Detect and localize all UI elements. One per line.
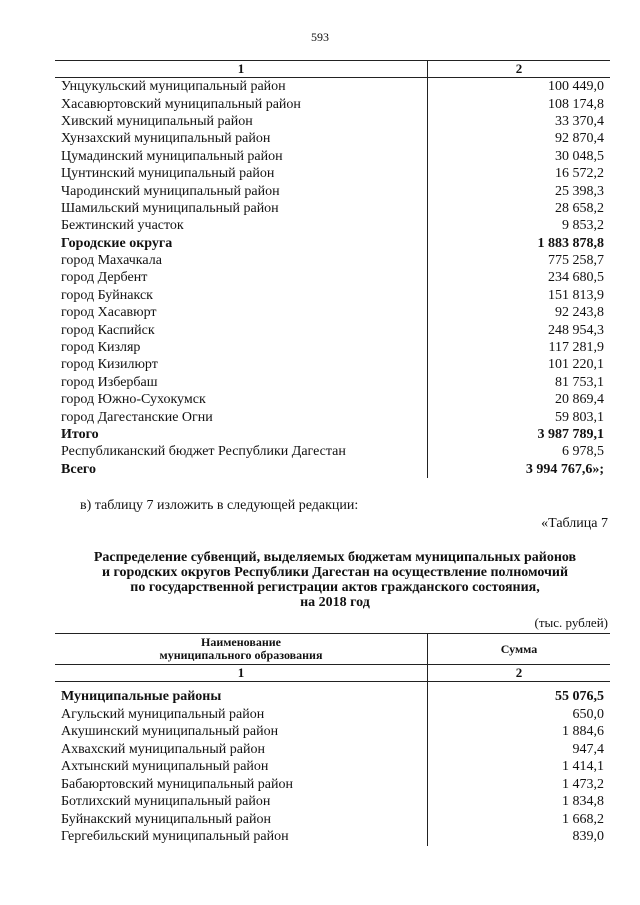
table-row [55, 688, 610, 706]
row-name: Городские округа [55, 235, 428, 252]
row-value: 59 803,1 [555, 409, 604, 425]
row-name: город Кизляр [55, 339, 428, 356]
row-name: Акушинский муниципальный район [55, 723, 428, 741]
row-value: 81 753,1 [555, 374, 604, 390]
row-name: Цумадинский муниципальный район [55, 148, 428, 165]
row-name: Ахтынский муниципальный район [55, 758, 428, 776]
table-row [55, 252, 610, 269]
row-name: Чародинский муниципальный район [55, 182, 428, 199]
row-value: 151 813,9 [548, 287, 604, 303]
row-value: 839,0 [572, 829, 604, 845]
row-name: город Кизилюрт [55, 356, 428, 373]
row-name: город Махачкала [55, 252, 428, 269]
row-name: Ахвахский муниципальный район [55, 741, 428, 759]
row-value: 234 680,5 [548, 270, 604, 286]
row-value: 28 658,2 [555, 200, 604, 216]
row-value: 33 370,4 [555, 113, 604, 129]
title-line: на 2018 год [300, 595, 370, 610]
row-value: 30 048,5 [555, 148, 604, 164]
table-row [55, 793, 610, 811]
table-row [55, 426, 610, 443]
row-name: Гергебильский муниципальный район [55, 828, 428, 846]
row-name: город Хасавюрт [55, 304, 428, 321]
row-name: Шамильский муниципальный район [55, 200, 428, 217]
column-header-1: 1 [55, 61, 428, 78]
table-row [55, 374, 610, 391]
table-row [55, 287, 610, 304]
row-value: 3 994 767,6»; [525, 461, 604, 477]
row-name: Цунтинский муниципальный район [55, 165, 428, 182]
table-row [55, 113, 610, 130]
row-value: 117 281,9 [548, 340, 604, 356]
row-value: 3 987 789,1 [537, 427, 604, 442]
column-title-name [55, 634, 428, 665]
title-line: и городских округов Республики Дагестан на осуществление полномочий [101, 565, 569, 580]
table-row [55, 339, 610, 356]
column-number-2: 2 [428, 665, 611, 682]
row-value: 25 398,3 [555, 183, 604, 199]
table-row [55, 269, 610, 286]
row-name: Агульский муниципальный район [55, 706, 428, 724]
row-value: 92 243,8 [555, 305, 604, 321]
title-line: Распределение субвенций, выделяемых бюджетам муниципальных районов [93, 550, 577, 565]
row-name: Итого [55, 426, 428, 443]
table-row [55, 723, 610, 741]
column-title-line: муниципального образования [159, 648, 323, 662]
table-row [55, 443, 610, 460]
row-value: 1 883 878,8 [537, 235, 604, 251]
row-value: 9 853,2 [562, 218, 604, 234]
row-value: 101 220,1 [548, 357, 604, 373]
table-reference: «Таблица 7 [541, 516, 608, 531]
row-name: Буйнакский муниципальный район [55, 811, 428, 829]
table-row [55, 356, 610, 373]
units-label: (тыс. рублей) [534, 615, 608, 630]
table-title-row [55, 634, 610, 665]
table-row [55, 304, 610, 321]
row-value: 650,0 [572, 706, 604, 722]
row-value: 108 174,8 [548, 96, 604, 112]
table-header-row [55, 61, 610, 78]
row-name: Всего [55, 461, 428, 478]
table-row [55, 95, 610, 112]
table-subventions-continued [55, 60, 610, 478]
row-name: Муниципальные районы [55, 688, 428, 706]
row-value: 1 834,8 [562, 794, 604, 810]
table-row [55, 408, 610, 425]
row-value: 92 870,4 [555, 131, 604, 147]
row-value: 1 884,6 [562, 724, 604, 740]
row-name: Унцукульский муниципальный район [55, 78, 428, 96]
table-row [55, 130, 610, 147]
table-body [55, 78, 610, 478]
column-title-sum: Сумма [428, 634, 611, 665]
row-name: Республиканский бюджет Республики Дагестан [55, 443, 428, 460]
table-row [55, 182, 610, 199]
row-name: Бабаюртовский муниципальный район [55, 776, 428, 794]
column-header-2: 2 [428, 61, 611, 78]
page-number: 593 [311, 30, 329, 44]
table-row [55, 741, 610, 759]
row-value: 248 954,3 [548, 322, 604, 338]
row-name: город Южно-Сухокумск [55, 391, 428, 408]
row-value: 55 076,5 [555, 689, 604, 705]
table-row [55, 461, 610, 478]
row-value: 6 978,5 [562, 444, 604, 460]
table-row [55, 776, 610, 794]
column-number-row [55, 665, 610, 682]
table-row [55, 78, 610, 96]
row-value: 20 869,4 [555, 392, 604, 408]
row-name: город Дагестанские Огни [55, 408, 428, 425]
row-value: 775 258,7 [548, 253, 604, 269]
row-name: город Буйнакск [55, 287, 428, 304]
table-row [55, 706, 610, 724]
row-name: город Избербаш [55, 374, 428, 391]
table-row [55, 235, 610, 252]
table-row [55, 758, 610, 776]
row-name: Бежтинский участок [55, 217, 428, 234]
table-row [55, 217, 610, 234]
table-row [55, 391, 610, 408]
table-row [55, 165, 610, 182]
row-name: Ботлихский муниципальный район [55, 793, 428, 811]
table-row [55, 200, 610, 217]
instruction-paragraph: в) таблицу 7 изложить в следующей редакции: [80, 498, 359, 513]
row-value: 1 668,2 [562, 811, 604, 827]
column-number-1: 1 [55, 665, 428, 682]
row-value: 1 473,2 [562, 776, 604, 792]
table-title [20, 550, 640, 610]
row-value: 16 572,2 [555, 166, 604, 182]
row-value: 100 449,0 [548, 79, 604, 95]
column-title-line: Наименование [201, 635, 281, 649]
row-name: Хивский муниципальный район [55, 113, 428, 130]
row-name: Хунзахский муниципальный район [55, 130, 428, 147]
table-row [55, 828, 610, 846]
row-name: город Дербент [55, 269, 428, 286]
table-row [55, 811, 610, 829]
row-value: 1 414,1 [562, 759, 604, 775]
table-row [55, 321, 610, 338]
row-name: город Каспийск [55, 321, 428, 338]
table-row [55, 148, 610, 165]
title-line: по государственной регистрации актов гражданского состояния, [130, 580, 540, 595]
row-name: Хасавюртовский муниципальный район [55, 95, 428, 112]
row-value: 947,4 [572, 741, 604, 757]
table-body [55, 688, 610, 846]
table-7 [55, 633, 610, 846]
